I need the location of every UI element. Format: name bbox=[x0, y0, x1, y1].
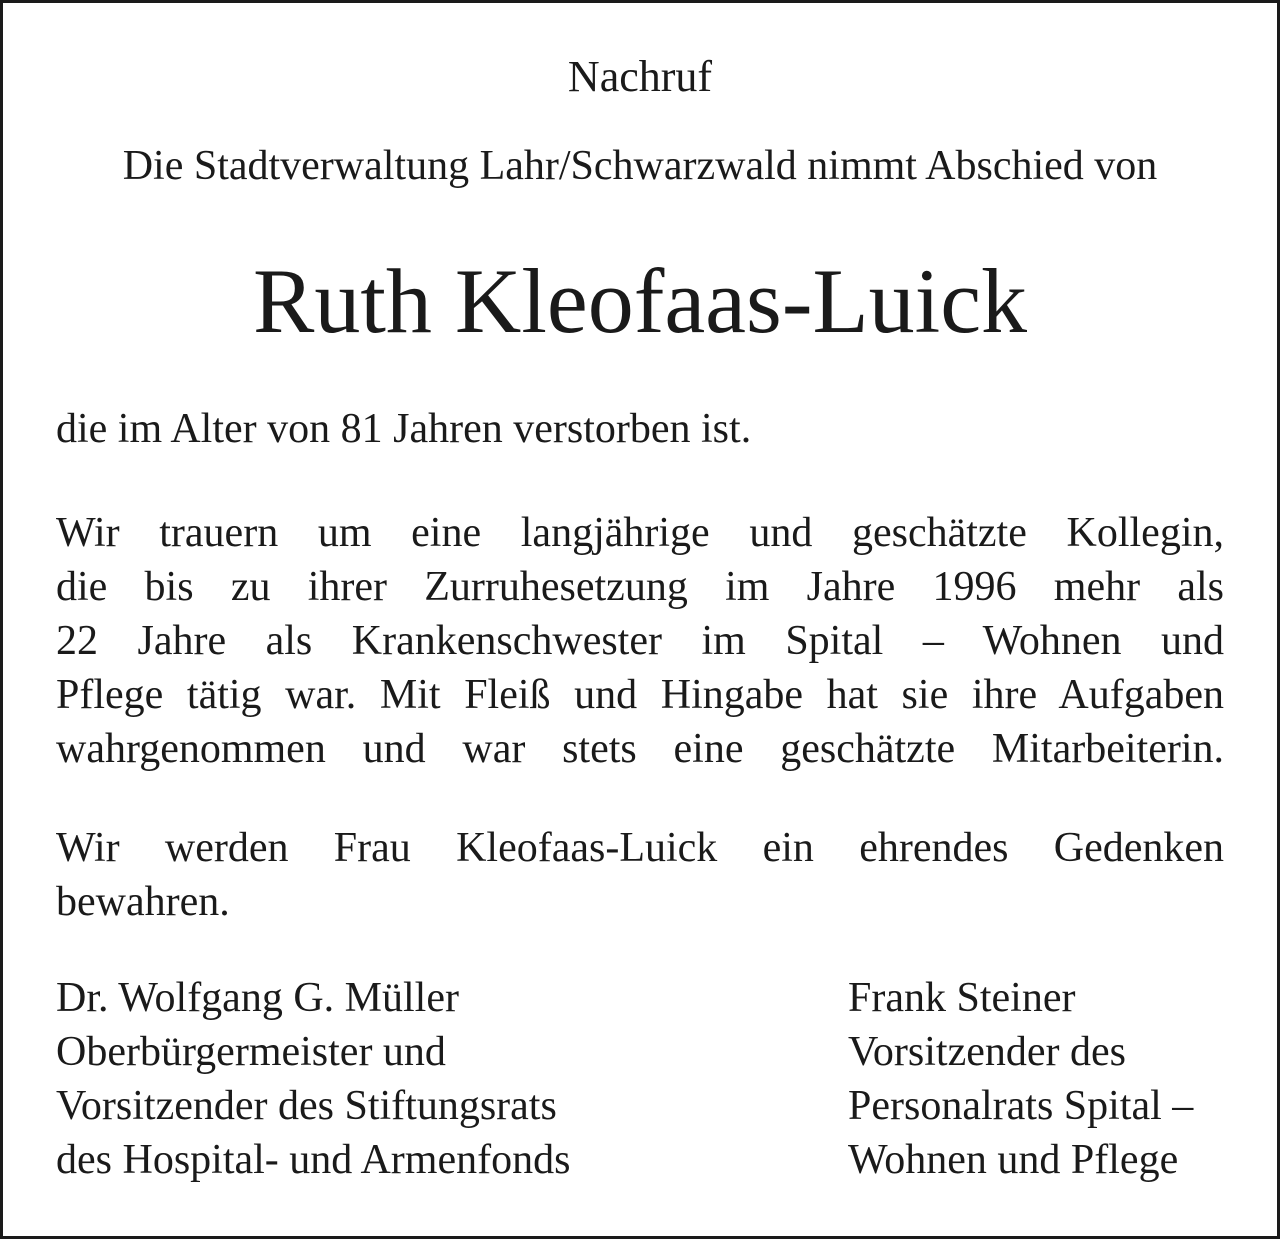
signatory-left bbox=[56, 971, 570, 1187]
closing-line: Wir werden Frau Kleofaas-Luick ein ehrendes Gedenken bbox=[56, 825, 1224, 871]
tribute-line: Pflege tätig war. Mit Fleiß und Hingabe hat sie ihre Aufgaben bbox=[56, 672, 1224, 718]
tribute-line: 22 Jahre als Krankenschwester im Spital – Wohnen und bbox=[56, 618, 1224, 664]
age-line: die im Alter von 81 Jahren verstorben ist. bbox=[56, 406, 752, 452]
closing-paragraph bbox=[56, 821, 1224, 929]
signatory-right bbox=[848, 971, 1193, 1187]
deceased-name: Ruth Kleofaas-Luick bbox=[252, 250, 1028, 352]
notice-heading: Nachruf bbox=[567, 52, 713, 101]
signatory-right-name: Frank Steiner bbox=[848, 975, 1076, 1021]
signatory-left-title: Vorsitzender des Stiftungsrats bbox=[56, 1083, 557, 1129]
signatory-right-title: Wohnen und Pflege bbox=[848, 1137, 1179, 1183]
closing-line: bewahren. bbox=[56, 879, 230, 925]
signatory-left-name: Dr. Wolfgang G. Müller bbox=[56, 975, 459, 1021]
tribute-line: wahrgenommen und war stets eine geschätzte Mitarbeiterin. bbox=[56, 726, 1224, 772]
signatory-right-title: Vorsitzender des bbox=[848, 1029, 1126, 1075]
notice-intro: Die Stadtverwaltung Lahr/Schwarzwald nimmt Abschied von bbox=[122, 143, 1158, 189]
tribute-line: die bis zu ihrer Zurruhesetzung im Jahre 1996 mehr als bbox=[56, 564, 1224, 610]
tribute-paragraph bbox=[56, 506, 1224, 776]
tribute-line: Wir trauern um eine langjährige und geschätzte Kollegin, bbox=[56, 510, 1224, 556]
signatory-right-title: Personalrats Spital – bbox=[848, 1083, 1194, 1129]
signatory-left-title: Oberbürgermeister und bbox=[56, 1029, 446, 1075]
signatory-left-title: des Hospital- und Armenfonds bbox=[56, 1137, 571, 1183]
